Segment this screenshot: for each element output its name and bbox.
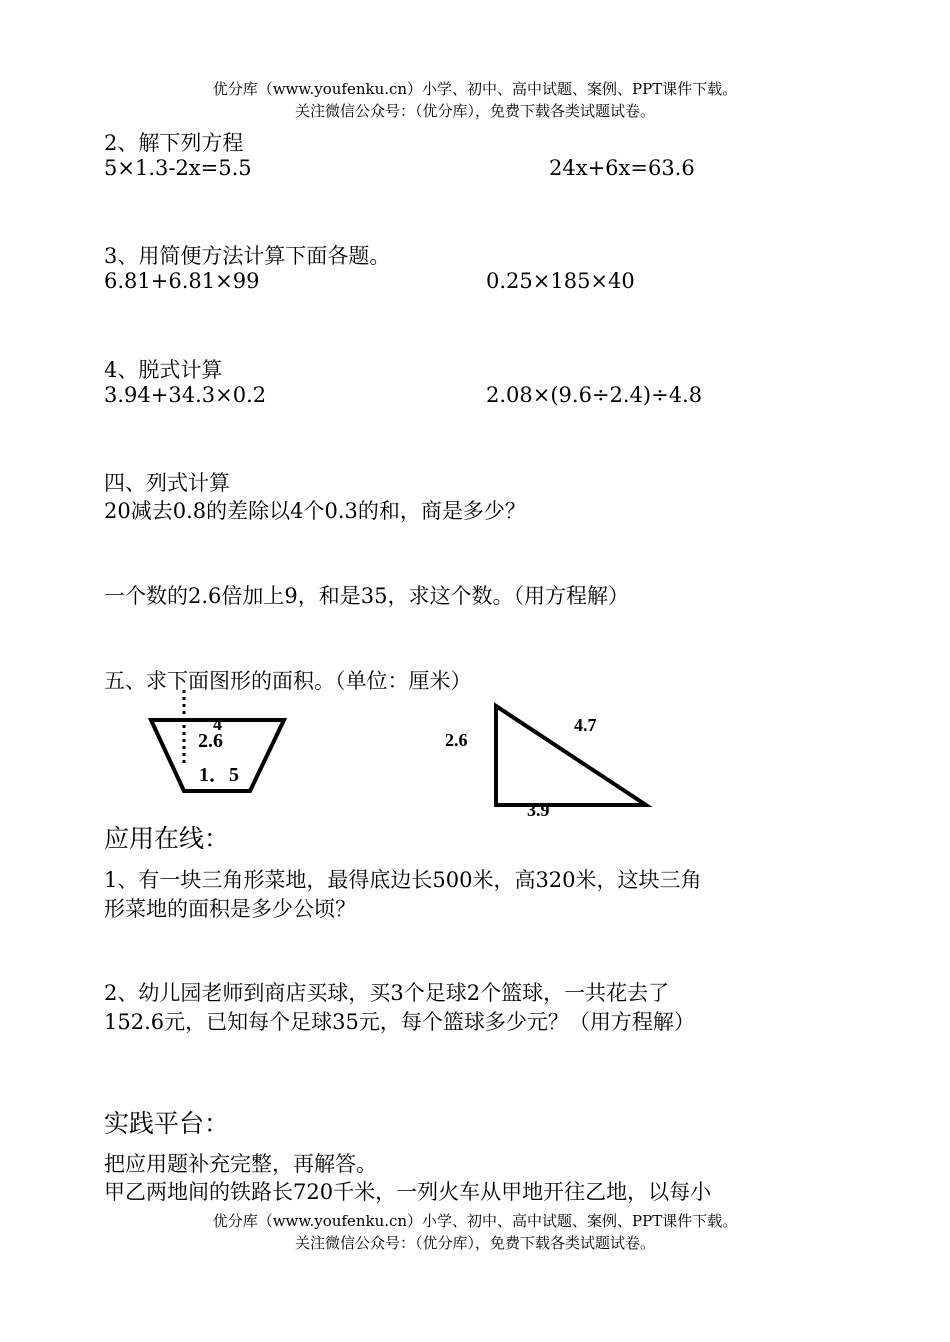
section4-question1: 3.94+34.3×0.2	[104, 383, 267, 407]
part5-title: 五、求下面图形的面积。（单位：厘米）	[104, 669, 472, 693]
applied-q1-line2: 形菜地的面积是多少公顷？	[104, 897, 356, 921]
section3-title: 3、用简便方法计算下面各题。	[104, 244, 391, 268]
applied-title: 应用在线：	[104, 824, 230, 853]
section2-equation2: 24x+6x=63.6	[549, 156, 695, 180]
page-footer-line2: 关注微信公众号：（优分库），免费下载各类试题试卷。	[294, 1234, 655, 1252]
part4-question2: 一个数的2.6倍加上9，和是35，求这个数。（用方程解）	[104, 584, 629, 608]
practice-line2: 甲乙两地间的铁路长720千米，一列火车从甲地开往乙地，以每小	[104, 1180, 712, 1204]
part4-title: 四、列式计算	[104, 471, 230, 495]
page-footer-line1: 优分库（www.youfenku.cn）小学、初中、高中试题、案例、PPT课件下载。	[212, 1212, 738, 1230]
section2-title: 2、解下列方程	[104, 131, 244, 155]
trapezoid-bottom-label: 1．5	[199, 764, 239, 786]
section2-equation1: 5×1.3-2x=5.5	[104, 156, 252, 180]
triangle-side-label: 2.6	[445, 730, 468, 750]
page-header-line1: 优分库（www.youfenku.cn）小学、初中、高中试题、案例、PPT课件下载。	[212, 80, 738, 98]
applied-q1-line1: 1、有一块三角形菜地，最得底边长500米，高320米，这块三角	[104, 868, 702, 892]
trapezoid-top-label: 4	[213, 714, 222, 734]
applied-q2-line2: 152.6元，已知每个足球35元，每个篮球多少元？（用方程解）	[104, 1010, 695, 1034]
trapezoid-height-label: 2.6	[198, 730, 223, 752]
section4-question2: 2.08×(9.6÷2.4)÷4.8	[486, 383, 703, 407]
applied-q2-line1: 2、幼儿园老师到商店买球，买3个足球2个篮球，一共花去了	[104, 981, 670, 1005]
triangle-hypotenuse-label: 4.7	[574, 715, 597, 735]
section3-question2: 0.25×185×40	[486, 269, 635, 293]
practice-line1: 把应用题补充完整，再解答。	[104, 1152, 377, 1176]
page-header-line2: 关注微信公众号：（优分库），免费下载各类试题试卷。	[294, 102, 655, 120]
triangle-base-label: 3.9	[527, 800, 550, 820]
section3-question1: 6.81+6.81×99	[104, 269, 260, 293]
triangle-shape	[496, 706, 646, 805]
part4-question1: 20减去0.8的差除以4个0.3的和，商是多少？	[104, 499, 526, 523]
section4-title: 4、脱式计算	[104, 358, 223, 382]
practice-title: 实践平台：	[104, 1109, 230, 1138]
